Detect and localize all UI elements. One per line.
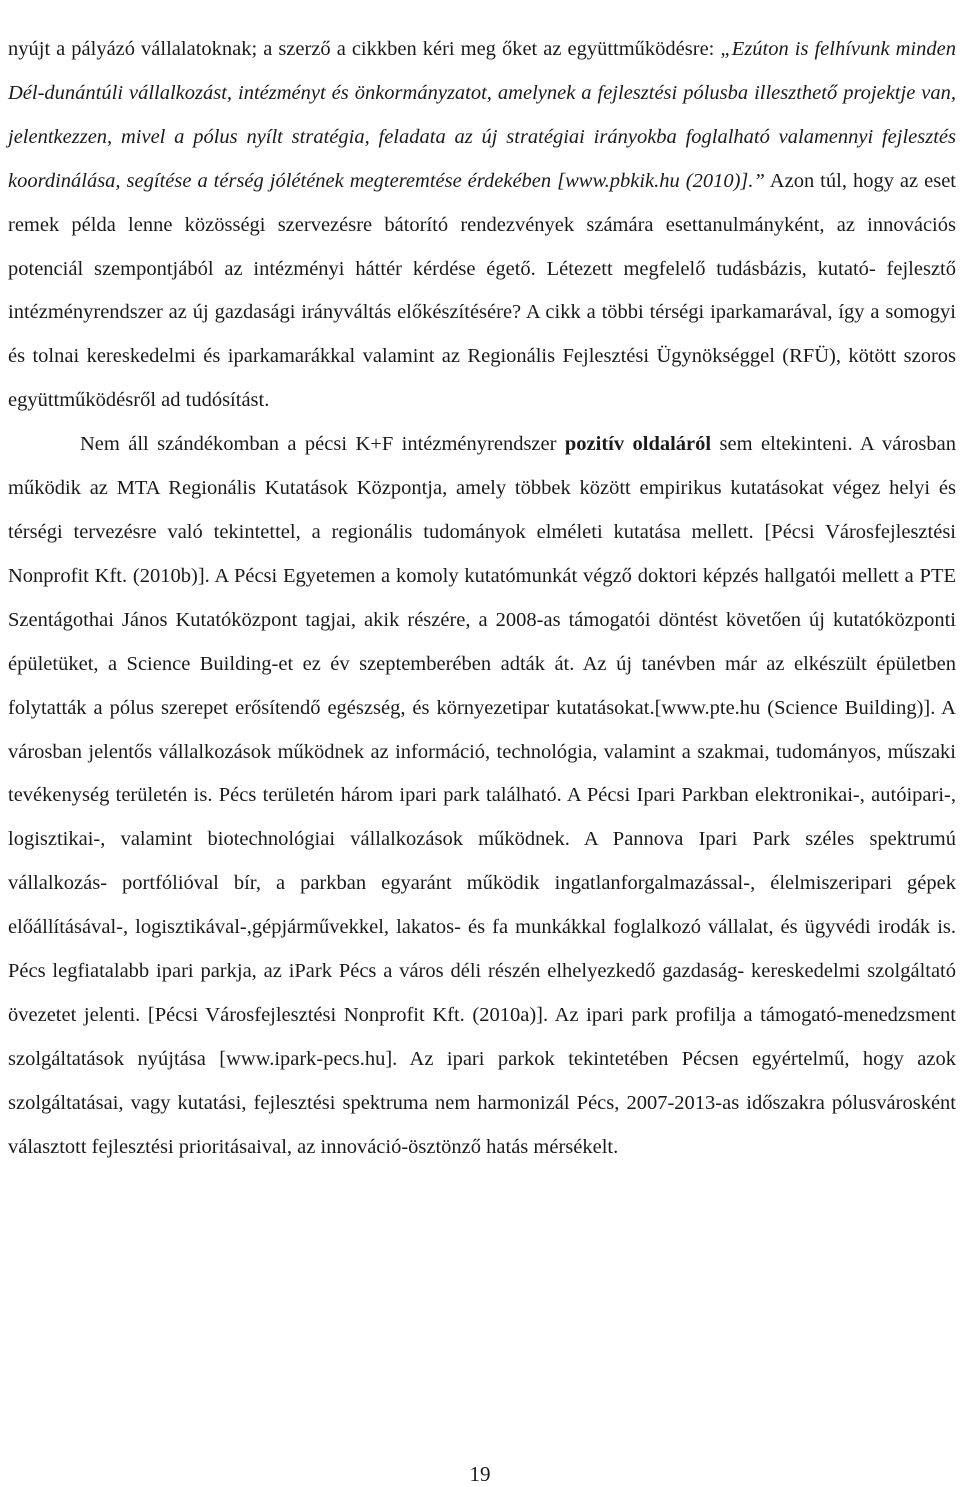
paragraph-1-quote: „Ezúton is felhívunk minden Dél-dunántúli vállalkozást, intézményt és önkormányzatot, amelynek a fejlesztési pólusba illeszthető projektje van, jelentkezzen, mivel a pólus nyílt stratégia, feladata az új stratégiai irányokba foglalható valamennyi fejlesztés koordinálása, segítése a térség jólétének megteremtése érdekében [www.pbkik.hu (2010)].”	[8, 38, 956, 192]
paragraph-1-rest: Azon túl, hogy az eset remek példa lenne közösségi szervezésre bátorító rendezvények számára esettanulmányként, az innovációs potenciál szempontjából az intézményi háttér kérdése égető. Létezett megfelelő tudásbázis, kutató- fejlesztő intézményrendszer az új gazdasági irányváltás előkészítésére? A cikk a többi térségi iparkamarával, így a somogyi és tolnai kereskedelmi és iparkamarákkal valamint az Regionális Fejlesztési Ügynökséggel (RFÜ), kötött szoros együttműködésről ad tudósítást.	[8, 169, 956, 412]
paragraph-2-lead: Nem áll szándékomban a pécsi K+F intézményrendszer	[80, 433, 565, 456]
paragraph-2	[8, 423, 956, 1169]
paragraph-2-bold: pozitív oldaláról	[564, 433, 712, 456]
paragraph-2-rest: sem eltekinteni. A városban működik az MTA Regionális Kutatások Központja, amely többek között empirikus kutatásokat végez helyi és térségi tervezésre való tekintettel, a regionális tudományok elméleti kutatása mellett. [Pécsi Városfejlesztési Nonprofit Kft. (2010b)]. A Pécsi Egyetemen a komoly kutatómunkát végző doktori képzés hallgatói mellett a PTE Szentágothai János Kutatóközpont tagjai, akik részére, a 2008-as támogatói döntést követően új kutatóközponti épületüket, a Science Building-et ez év szeptemberében adták át. Az új tanévben már az elkészült épületben folytatták a pólus szerepet erősítendő egészség, és környezetipar kutatásokat.[www.pte.hu (Science Building)]. A városban jelentős vállalkozások működnek az információ, technológia, valamint a szakmai, tudományos, műszaki tevékenység területén is. Pécs területén három ipari park található. A Pécsi Ipari Parkban elektronikai-, autóipari-, logisztikai-, valamint biotechnológiai vállalkozások működnek. A Pannova Ipari Park széles spektrumú vállalkozás- portfólióval bír, a parkban egyaránt működik ingatlanforgalmazással-, élelmiszeripari gépek előállításával-, logisztikával-,gépjárművekkel, lakatos- és fa munkákkal foglalkozó vállalat, és ügyvédi irodák is. Pécs legfiatalabb ipari parkja, az iPark Pécs a város déli részén elhelyezkedő gazdaság- kereskedelmi szolgáltató övezetet jelenti. [Pécsi Városfejlesztési Nonprofit Kft. (2010a)]. Az ipari park profilja a támogató-menedzsment szolgáltatások nyújtása [www.ipark-pecs.hu]. Az ipari parkok tekintetében Pécsen egyértelmű, hogy azok szolgáltatásai, vagy kutatási, fejlesztési spektruma nem harmonizál Pécs, 2007-2013-as időszakra pólusvárosként választott fejlesztési prioritásaival, az innováció-ösztönző hatás mérsékelt.	[8, 433, 956, 1158]
paragraph-1-lead: nyújt a pályázó vállalatoknak; a szerző a cikkben kéri meg őket az együttműködésre:	[8, 38, 721, 60]
document-page	[8, 28, 956, 1170]
page-number: 19	[469, 1462, 491, 1486]
paragraph-1	[8, 28, 956, 423]
